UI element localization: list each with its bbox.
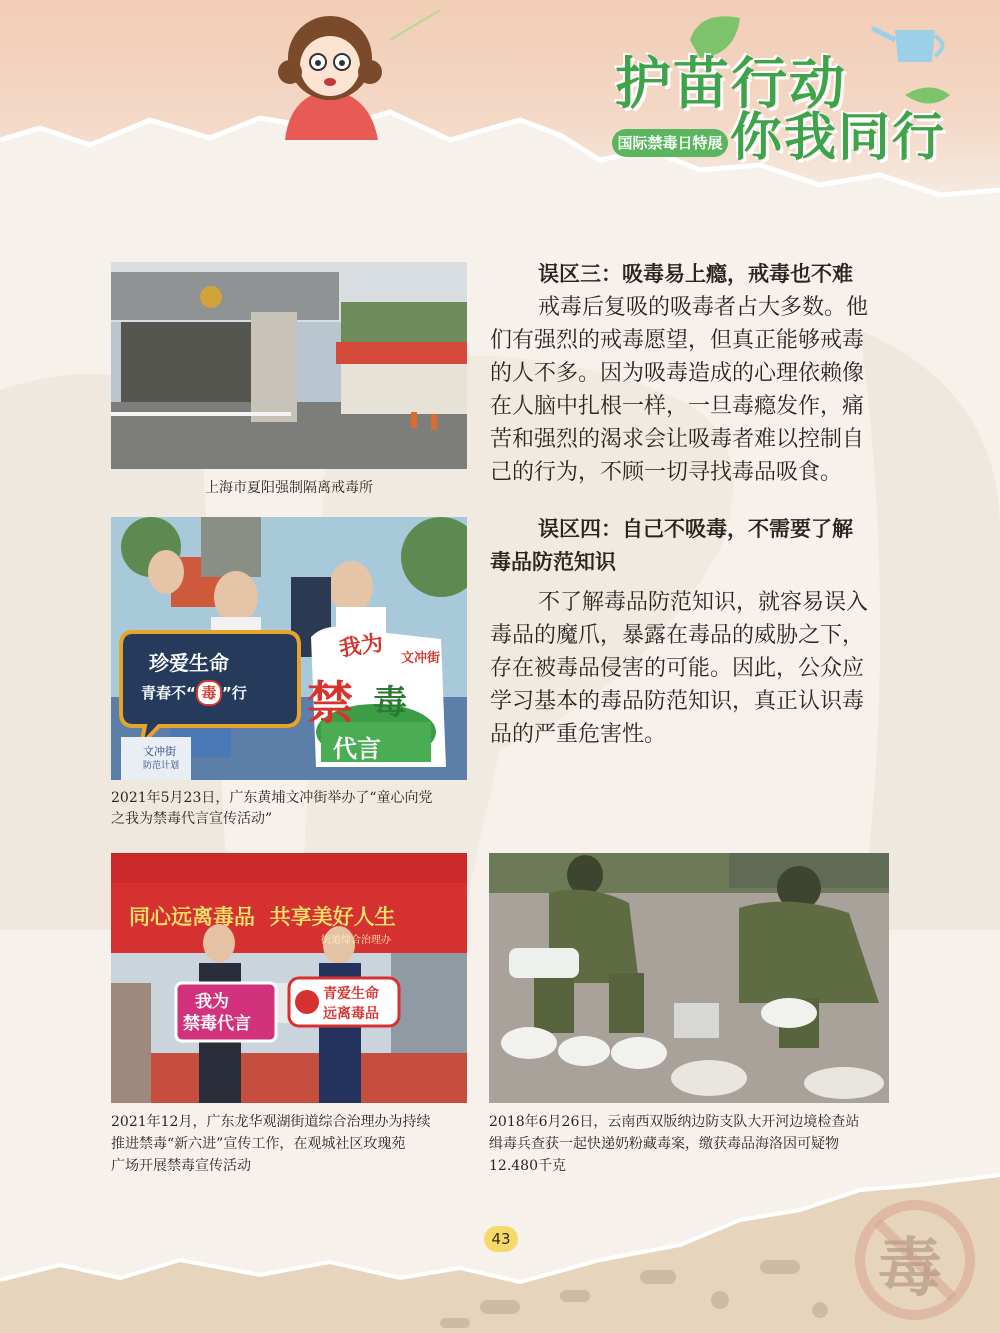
banner-district-name: 文冲街 bbox=[143, 745, 176, 758]
sign-text-c: ”行 bbox=[221, 684, 247, 702]
sign-endorse-line: 代言 bbox=[333, 735, 381, 763]
section3-line2: 们有强烈的戒毒愿望，但真正能够戒毒 bbox=[490, 328, 865, 353]
sign-cherish-line1: 青爱生命 bbox=[323, 986, 379, 1002]
sign-drug-char: 毒 bbox=[373, 683, 407, 723]
sign-i-am-line1: 我为 bbox=[195, 992, 229, 1012]
photo-children-caption-line2: 之我为禁毒代言宣传活动” bbox=[111, 811, 273, 827]
section3-heading: 误区三：吸毒易上瘾，戒毒也不难 bbox=[538, 262, 853, 286]
photo-community-caption-line3: 广场开展禁毒宣传活动 bbox=[111, 1158, 251, 1174]
watering-can-icon bbox=[872, 28, 943, 62]
photo-border-caption-line3: 12.480千克 bbox=[489, 1158, 566, 1174]
section3-line1: 戒毒后复吸的吸毒者占大多数。他 bbox=[538, 295, 869, 320]
section4-heading-line2: 毒品防范知识 bbox=[490, 550, 616, 574]
section3-line4: 在人脑中扎根一样，一旦毒瘾发作，痛 bbox=[490, 394, 865, 419]
sign-ban-char: 禁 bbox=[307, 676, 353, 730]
sign-i-am-line: 我为 bbox=[337, 631, 385, 662]
sign-i-am-line2: 禁毒代言 bbox=[183, 1014, 251, 1034]
section4-line1: 不了解毒品防范知识，就容易误入 bbox=[538, 590, 869, 615]
no-drugs-stamp-char: 毒 bbox=[878, 1232, 942, 1306]
page-title-line2: 你我同行 bbox=[730, 108, 947, 168]
photo-border-inspection bbox=[489, 853, 889, 1103]
sign-cherish-line2: 远离毒品 bbox=[323, 1006, 379, 1022]
banner-slogan: 同心远离毒品 共享美好人生 bbox=[129, 905, 396, 929]
banner-office: 街道综合治理办 bbox=[321, 935, 391, 946]
sign-district-tag: 文冲街 bbox=[401, 651, 441, 666]
sign-drug-circle: 毒 bbox=[196, 680, 222, 706]
photo-community-campaign bbox=[111, 853, 467, 1103]
section4-line4: 学习基本的毒品防范知识，真正认识毒 bbox=[490, 689, 865, 714]
photo-border-caption-line1: 2018年6月26日，云南西双版纳边防支队大开河边境检查站 bbox=[489, 1114, 860, 1130]
photo-detox-center-caption: 上海市夏阳强制隔离戒毒所 bbox=[205, 480, 373, 496]
section3-line5: 苦和强烈的渴求会让吸毒者难以控制自 bbox=[490, 427, 865, 452]
banner-district-sub: 防范计划 bbox=[143, 761, 180, 771]
page-title-line1: 护苗行动 bbox=[615, 52, 847, 117]
page-header bbox=[0, 0, 1000, 215]
photo-children-campaign bbox=[111, 517, 467, 780]
photo-detox-center bbox=[111, 262, 467, 469]
section3-line3: 的人不多。因为吸毒造成的心理依赖像 bbox=[490, 361, 865, 386]
section4-line3: 存在被毒品侵害的可能。因此，公众应 bbox=[490, 656, 865, 681]
sign-cherish-life-line1: 珍爱生命 bbox=[149, 651, 229, 675]
section4-line2: 毒品的魔爪，暴露在毒品的威胁之下， bbox=[490, 623, 865, 648]
photo-border-caption-line2: 缉毒兵查获一起快递奶粉藏毒案，缴获毒品海洛因可疑物 bbox=[489, 1136, 839, 1152]
photo-community-caption-line2: 推进禁毒“新六进”宣传工作，在观城社区玫瑰苑 bbox=[111, 1136, 406, 1152]
sign-cherish-life-line2 bbox=[141, 680, 247, 706]
cartoon-girl-icon bbox=[278, 10, 440, 140]
photo-community-caption-line1: 2021年12月，广东龙华观湖街道综合治理办为持续 bbox=[111, 1114, 431, 1130]
photo-children-caption-line1: 2021年5月23日，广东黄埔文冲街举办了“童心向党 bbox=[111, 790, 433, 806]
page-number: 43 bbox=[484, 1226, 518, 1252]
section4-line5: 品的严重危害性。 bbox=[490, 722, 667, 747]
special-exhibition-badge: 国际禁毒日特展 bbox=[612, 129, 728, 157]
section4-heading-line1: 误区四：自己不吸毒，不需要了解 bbox=[538, 517, 853, 541]
sign-text-a: 青春不“ bbox=[141, 684, 196, 702]
section3-line6: 己的行为，不顾一切寻找毒品吸食。 bbox=[490, 460, 843, 485]
